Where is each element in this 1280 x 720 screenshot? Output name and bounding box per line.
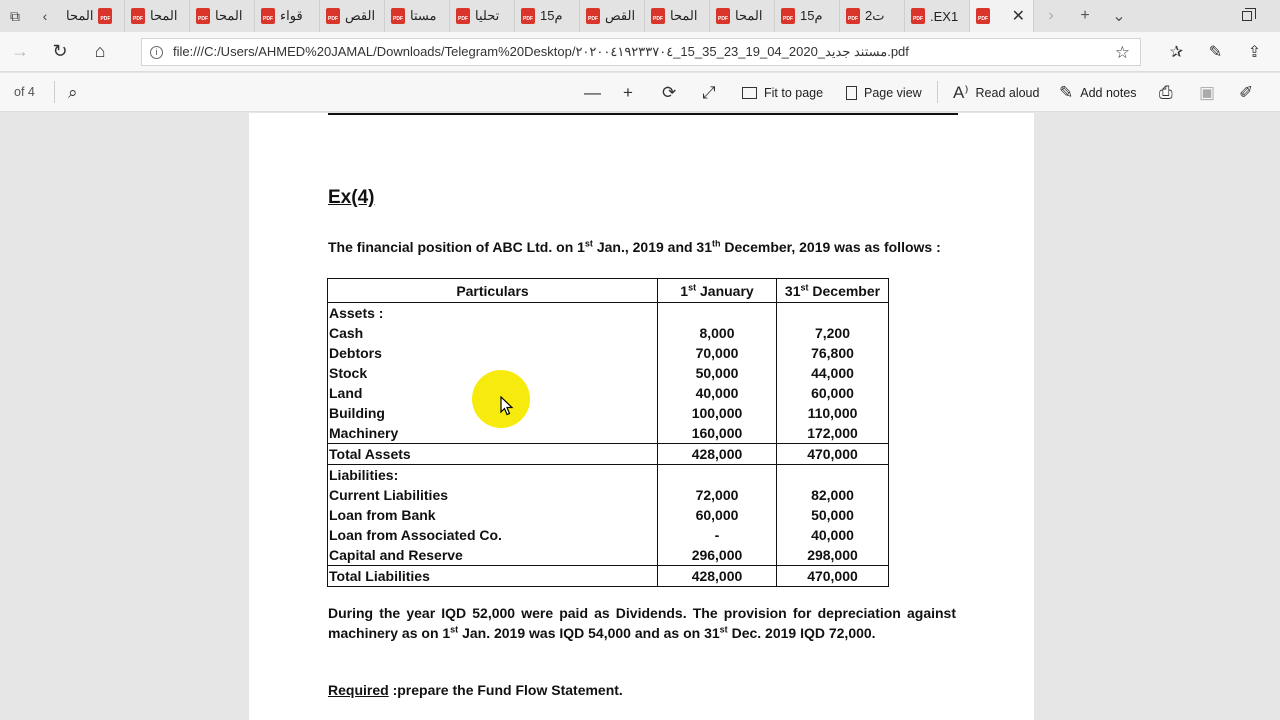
tab[interactable]	[840, 0, 905, 32]
table-row	[328, 423, 889, 444]
tab[interactable]	[385, 0, 450, 32]
dividend-paragraph	[328, 603, 956, 643]
scroll-tabs-left-icon[interactable]: ‹	[42, 8, 48, 24]
row-jan: 70,000	[658, 343, 777, 363]
pdf-icon: PDF	[586, 8, 600, 24]
row-label: Cash	[328, 323, 658, 343]
required-label: Required	[328, 682, 389, 698]
row-label: Debtors	[328, 343, 658, 363]
tab-label: م15	[540, 8, 563, 23]
row-dec: 76,800	[777, 343, 889, 363]
print-icon: ⎙	[1159, 82, 1173, 102]
new-tab-button[interactable]: +	[1080, 7, 1090, 24]
pdf-icon: PDF	[521, 8, 535, 24]
tab-preview-chevron-icon[interactable]: ⌄	[1112, 8, 1126, 25]
minus-icon: —	[584, 82, 601, 102]
tab[interactable]	[60, 0, 125, 32]
table-row	[328, 303, 889, 324]
pdf-viewer[interactable]	[0, 113, 1280, 720]
intro-text	[328, 237, 956, 257]
header-text: December	[808, 282, 881, 299]
fit-page-icon	[742, 87, 757, 99]
exercise-title: Ex(4)	[328, 187, 375, 208]
row-jan: 72,000	[658, 485, 777, 505]
empty-cell	[777, 303, 889, 324]
row-dec: 40,000	[777, 525, 889, 545]
financial-position-table	[327, 278, 889, 587]
fit-to-page-button[interactable]	[742, 73, 823, 112]
intro-part: December, 2019 was as follows :	[720, 239, 941, 255]
row-jan: 8,000	[658, 323, 777, 343]
tab-label: قواء	[280, 8, 303, 23]
save-button[interactable]	[1199, 73, 1215, 112]
tab-bar	[0, 0, 1280, 32]
empty-cell	[777, 465, 889, 486]
row-dec: 82,000	[777, 485, 889, 505]
tab[interactable]	[320, 0, 385, 32]
pdf-toolbar	[0, 73, 1280, 112]
row-jan: 428,000	[658, 566, 777, 587]
pdf-icon: PDF	[326, 8, 340, 24]
close-tab-icon[interactable]: ✕	[1011, 8, 1025, 25]
intro-part: Jan., 2019 and 31	[592, 239, 713, 255]
tab-label: تحليا	[475, 8, 500, 23]
table-row	[328, 485, 889, 505]
row-jan: 296,000	[658, 545, 777, 566]
header-text: January	[696, 282, 754, 299]
pen-icon: ✎	[1059, 82, 1074, 102]
empty-cell	[658, 465, 777, 486]
row-label: Loan from Associated Co.	[328, 525, 658, 545]
header-text: 31	[784, 282, 801, 299]
add-notes-button[interactable]	[1059, 73, 1137, 112]
header-1st-january	[658, 279, 777, 303]
mouse-pointer-icon	[500, 396, 514, 416]
tab-label: المحا	[735, 8, 763, 23]
pdf-icon: PDF	[651, 8, 665, 24]
row-label: Machinery	[328, 423, 658, 444]
tab[interactable]	[450, 0, 515, 32]
row-label: Building	[328, 403, 658, 423]
row-dec: 60,000	[777, 383, 889, 403]
table-row	[328, 403, 889, 423]
superscript: st	[584, 238, 593, 249]
tab-aside-icon[interactable]: ⧉	[10, 7, 20, 24]
para-part: Jan. 2019 was IQD 54,000 and as on 31	[458, 625, 720, 641]
page-view-button[interactable]	[846, 73, 922, 112]
row-label: Capital and Reserve	[328, 545, 658, 566]
pdf-icon: PDF	[911, 8, 925, 24]
scroll-tabs-right-icon[interactable]: ›	[1048, 7, 1054, 24]
add-notes-label: Add notes	[1080, 85, 1137, 100]
tab-label: EX1.	[930, 8, 959, 24]
tab-label: القص	[345, 8, 376, 23]
url-text: file:///C:/Users/AHMED%20JAMAL/Downloads/Telegram%20Desktop/٢٠٢٠٠٤١٩٢٣٣٧٠٤_15_35_23_19_04_2020_مستند جديد.pdf	[173, 44, 909, 59]
favorites-hub-icon[interactable]: ✰	[1169, 44, 1184, 61]
address-bar	[0, 32, 1280, 72]
superscript: th	[712, 238, 721, 249]
url-field[interactable]	[141, 38, 1141, 66]
pdf-icon: PDF	[456, 8, 470, 24]
row-jan: 60,000	[658, 505, 777, 525]
tab-label: القص	[605, 8, 636, 23]
pdf-icon: PDF	[391, 8, 405, 24]
pdf-icon: PDF	[846, 8, 860, 24]
save-as-button[interactable]	[1239, 73, 1253, 112]
forward-button[interactable]: →	[11, 41, 29, 61]
row-label: Loan from Bank	[328, 505, 658, 525]
page-view-label: Page view	[864, 85, 922, 100]
row-dec: 470,000	[777, 566, 889, 587]
row-label: Stock	[328, 363, 658, 383]
tab[interactable]	[580, 0, 645, 32]
superscript: st	[688, 281, 697, 292]
header-31st-december	[777, 279, 889, 303]
table-row	[328, 343, 889, 363]
fullscreen-button[interactable]	[702, 73, 716, 112]
row-dec: 110,000	[777, 403, 889, 423]
read-aloud-icon: A⁾	[953, 82, 969, 102]
para-part: During the year IQD 52,000 were paid as Dividends. The provision for depreciation against machinery as on 1	[328, 605, 956, 641]
zoom-in-button[interactable]	[623, 73, 633, 112]
page-rule	[328, 113, 958, 115]
divider	[54, 81, 55, 103]
table-row	[328, 323, 889, 343]
plus-icon: +	[623, 82, 633, 102]
favorite-star-icon[interactable]: ☆	[1114, 43, 1130, 62]
pdf-icon: PDF	[716, 8, 730, 24]
row-dec: 50,000	[777, 505, 889, 525]
required-text: :prepare the Fund Flow Statement.	[388, 682, 623, 698]
tab-label: المحا	[150, 8, 178, 23]
row-dec: 298,000	[777, 545, 889, 566]
table-row	[328, 505, 889, 525]
read-aloud-button[interactable]	[953, 73, 1039, 112]
row-jan: 160,000	[658, 423, 777, 444]
page-count: of 4	[14, 85, 35, 99]
pdf-icon: PDF	[261, 8, 275, 24]
tab-active[interactable]	[970, 0, 1034, 32]
web-note-icon[interactable]: ✎	[1208, 44, 1223, 61]
row-label: Land	[328, 383, 658, 403]
pdf-icon: PDF	[196, 8, 210, 24]
section-heading: Liabilities:	[328, 465, 658, 486]
zoom-out-button[interactable]	[584, 73, 601, 112]
row-jan: -	[658, 525, 777, 545]
restore-icon	[1242, 11, 1252, 21]
header-text: 1	[680, 282, 689, 299]
row-label: Current Liabilities	[328, 485, 658, 505]
superscript: st	[450, 624, 459, 635]
row-jan: 428,000	[658, 444, 777, 465]
row-dec: 470,000	[777, 444, 889, 465]
row-jan: 50,000	[658, 363, 777, 383]
table-row	[328, 363, 889, 383]
superscript: st	[800, 281, 809, 292]
rotate-icon: ⟳	[662, 82, 677, 102]
row-dec: 172,000	[777, 423, 889, 444]
tab-label: المحا	[66, 8, 94, 23]
refresh-button[interactable]: ↻	[52, 41, 68, 61]
section-heading: Assets :	[328, 303, 658, 324]
restore-window-button[interactable]	[1214, 0, 1280, 32]
search-icon: ⌕	[68, 82, 78, 102]
read-aloud-label: Read aloud	[975, 85, 1040, 100]
required-line	[328, 682, 623, 698]
table-row	[328, 545, 889, 566]
fit-to-page-label: Fit to page	[764, 85, 824, 100]
tab[interactable]	[905, 0, 970, 32]
tab[interactable]	[515, 0, 580, 32]
tab-label: المحا	[670, 8, 698, 23]
tab[interactable]	[255, 0, 320, 32]
rotate-button[interactable]	[662, 73, 676, 112]
pdf-icon: PDF	[976, 8, 990, 24]
tab[interactable]	[125, 0, 190, 32]
row-jan: 100,000	[658, 403, 777, 423]
total-liabilities-row	[328, 566, 889, 587]
header-particulars: Particulars	[328, 279, 658, 303]
info-icon[interactable]: i	[150, 46, 163, 59]
pdf-icon: PDF	[131, 8, 145, 24]
superscript: st	[719, 624, 728, 635]
page-view-icon	[846, 86, 857, 100]
total-assets-row	[328, 444, 889, 465]
pdf-icon: PDF	[98, 8, 112, 24]
tab[interactable]	[190, 0, 255, 32]
tab-label: مستا	[410, 8, 437, 23]
share-icon[interactable]: ⇪	[1247, 44, 1262, 61]
home-button[interactable]: ⌂	[94, 41, 106, 61]
tab[interactable]	[775, 0, 840, 32]
empty-cell	[658, 303, 777, 324]
print-button[interactable]	[1159, 73, 1173, 112]
row-label: Total Assets	[328, 444, 658, 465]
save-as-icon: ✐	[1239, 82, 1254, 102]
pdf-page	[249, 113, 1034, 720]
intro-part: The financial position of ABC Ltd. on 1	[328, 239, 585, 255]
row-dec: 7,200	[777, 323, 889, 343]
row-jan: 40,000	[658, 383, 777, 403]
row-dec: 44,000	[777, 363, 889, 383]
table-row	[328, 525, 889, 545]
para-part: Dec. 2019 IQD 72,000.	[727, 625, 876, 641]
table-header-row	[328, 279, 889, 303]
save-icon: ▣	[1199, 82, 1216, 102]
tab-label: م15	[800, 8, 823, 23]
tab-label: ت2	[865, 8, 885, 23]
tab[interactable]	[710, 0, 775, 32]
table-row	[328, 383, 889, 403]
pdf-icon: PDF	[781, 8, 795, 24]
expand-icon: ⤢	[702, 82, 716, 102]
tab-label: المحا	[215, 8, 243, 23]
row-label: Total Liabilities	[328, 566, 658, 587]
table-row	[328, 465, 889, 486]
divider	[937, 81, 938, 103]
search-button[interactable]	[68, 73, 78, 112]
tab[interactable]	[645, 0, 710, 32]
